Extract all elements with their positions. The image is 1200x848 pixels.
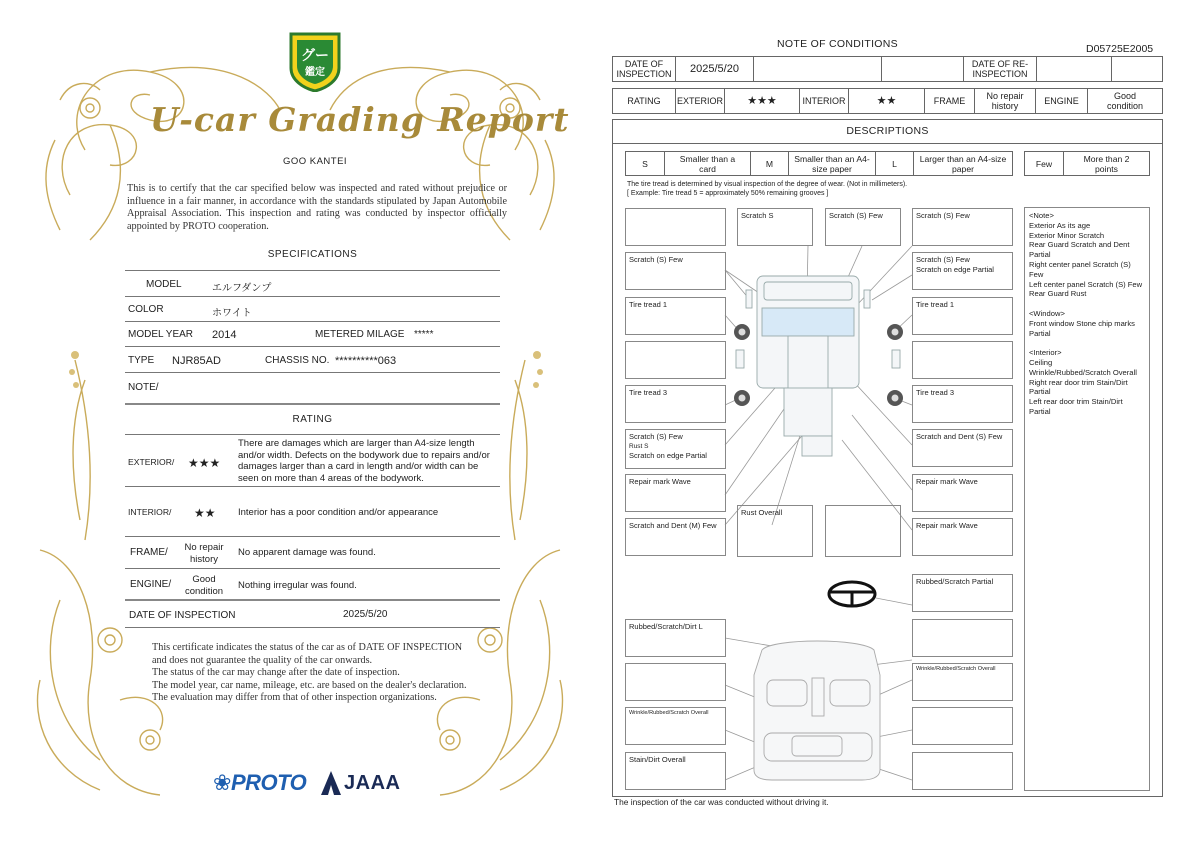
certificate-subtitle: GOO KANTEI: [282, 156, 348, 167]
legend-few-text: More than 2 points: [1083, 153, 1130, 174]
damage-box: [625, 297, 726, 335]
box-text: Tire tread 3: [629, 388, 668, 397]
legend-l-text: Larger than an A4-size paper: [919, 153, 1007, 174]
size-legend: [625, 151, 1013, 176]
note-line: Wrinkle/Rubbed/Scratch Overall: [1029, 367, 1137, 377]
note-line: Ceiling: [1029, 357, 1053, 367]
damage-box: [625, 341, 726, 379]
empty-cell: [1112, 57, 1162, 81]
damage-box: [912, 518, 1013, 556]
damage-box: [825, 208, 901, 246]
damage-box: [737, 505, 813, 557]
chassis-label: CHASSIS NO.: [265, 355, 330, 366]
interior-stars: ★★: [194, 506, 216, 520]
damage-box: [912, 429, 1013, 467]
damage-box: [912, 208, 1013, 246]
disclaimer-line: The status of the car may change after the date of inspection.: [152, 667, 400, 678]
box-text: Stain/Dirt Overall: [629, 755, 686, 764]
model-label: MODEL: [146, 279, 182, 290]
divider: [125, 270, 500, 271]
note-line: [1029, 299, 1145, 309]
box-text: Rust Overall: [741, 508, 783, 517]
note-line: Front window Stone chip marks Partial: [1029, 318, 1135, 338]
frame-value: No repair history: [975, 89, 1036, 113]
damage-box: [912, 474, 1013, 512]
date-of-inspection-label: DATE OF INSPECTION: [129, 610, 236, 621]
box-text: Scratch (S) Few: [829, 211, 883, 220]
damage-box: [625, 707, 726, 745]
metered-mileage-label: METERED MILAGE: [315, 329, 405, 340]
divider: [125, 434, 500, 435]
damage-box: [625, 752, 726, 790]
empty-cell: [1037, 57, 1112, 81]
box-text: Repair mark Wave: [629, 477, 691, 486]
rating-heading: RATING: [292, 414, 333, 425]
empty-cell: [882, 57, 964, 81]
few-legend: [1024, 151, 1150, 176]
interior-stars: ★★: [849, 89, 925, 113]
box-text: Scratch on edge Partial: [629, 451, 707, 460]
box-text: Wrinkle/Rubbed/Scratch Overall: [916, 666, 996, 672]
model-year-label: MODEL YEAR: [128, 329, 194, 340]
proto-logo-text: PROTO: [230, 770, 307, 795]
box-text: Rubbed/Scratch/Dirt L: [629, 622, 703, 631]
damage-box: [737, 208, 813, 246]
interior-description: Interior has a poor condition and/or appearance: [238, 507, 439, 518]
frame-value: No repair history: [184, 542, 224, 565]
divider: [125, 296, 500, 297]
notes-panel: [1024, 207, 1150, 791]
box-text: Scratch and Dent (S) Few: [916, 432, 1003, 441]
goo-kantei-logo-icon: [287, 30, 343, 92]
damage-box: [625, 429, 726, 469]
tire-note: The tire tread is determined by visual inspection of the degree of wear. (Not in millimeters).: [627, 181, 908, 188]
box-text: Tire tread 3: [916, 388, 955, 397]
conditions-title: NOTE OF CONDITIONS: [777, 38, 898, 50]
divider: [125, 403, 500, 405]
certificate-title: U-car Grading Report: [150, 100, 570, 139]
engine-label: ENGINE/: [130, 579, 172, 590]
exterior-stars: ★★★: [188, 456, 221, 470]
rating-label: RATING: [613, 89, 676, 113]
jaaa-mark-icon: [320, 770, 342, 796]
damage-box: [625, 663, 726, 701]
note-label: NOTE/: [128, 382, 159, 393]
divider: [125, 568, 500, 569]
divider: [125, 627, 500, 628]
damage-box: [912, 574, 1013, 612]
exterior-label: EXTERIOR: [676, 89, 725, 113]
box-text: Repair mark Wave: [916, 521, 978, 530]
engine-value: Good condition: [1106, 91, 1144, 111]
exterior-description: There are damages which are larger than A4-size length and/or width. Defects on the bodywork due to repairs and/or damages larger than a card in length and/or width can be seen on more than 4 areas of the bodywork.: [238, 438, 490, 484]
note-line: Right rear door trim Stain/Dirt Partial: [1029, 377, 1128, 397]
disclaimer: [152, 642, 472, 705]
divider: [125, 536, 500, 537]
note-line: Exterior Minor Scratch: [1029, 230, 1105, 240]
box-text: Scratch (S) Few: [629, 255, 683, 264]
divider: [125, 486, 500, 487]
damage-box: [912, 252, 1013, 290]
exterior-label: EXTERIOR/: [128, 457, 175, 467]
damage-box: [912, 752, 1013, 790]
divider: [125, 321, 500, 322]
ratings-row: [612, 88, 1163, 114]
date-of-inspection-value: 2025/5/20: [343, 609, 388, 620]
type-value: NJR85AD: [172, 355, 221, 367]
note-line: Right center panel Scratch (S) Few: [1029, 259, 1131, 279]
legend-s-key: S: [626, 152, 665, 175]
box-text: Scratch S: [741, 211, 774, 220]
damage-box: [625, 252, 726, 290]
box-text: Rust S: [629, 442, 649, 450]
model-value: エルフダンプ: [212, 283, 272, 294]
legend-m-text: Smaller than an A4-size paper: [789, 152, 876, 175]
date-inspection-label: DATE OF INSPECTION: [613, 57, 676, 81]
damage-box: [625, 208, 726, 246]
note-line: <Window>: [1029, 308, 1065, 318]
note-line: Left rear door trim Stain/Dirt Partial: [1029, 397, 1123, 416]
box-text: Scratch (S) Few: [916, 255, 970, 264]
note-line: Left center panel Scratch (S) Few: [1029, 279, 1143, 289]
interior-label: INTERIOR: [800, 89, 849, 113]
damage-box: [625, 518, 726, 556]
certificate-intro: This is to certify that the car specified below was inspected and rated without prejudice or influence in a fair manner, in accordance with the standards stipulated by Japan Automobile Appraisal Association. This inspection and rating was conducted by inspector officially appointed by PROTO cooperation.: [127, 183, 507, 232]
box-text: Wrinkle/Rubbed/Scratch Overall: [629, 710, 709, 716]
damage-box: [625, 385, 726, 423]
frame-label: FRAME: [925, 89, 975, 113]
color-label: COLOR: [128, 304, 164, 315]
type-label: TYPE: [128, 355, 155, 366]
note-line: <Note>: [1029, 211, 1054, 220]
box-text: Tire tread 1: [629, 300, 668, 309]
note-line: [1029, 338, 1145, 348]
damage-box: [912, 619, 1013, 657]
frame-label: FRAME/: [130, 547, 168, 558]
legend-m-key: M: [751, 152, 789, 175]
interior-label: INTERIOR/: [128, 507, 172, 517]
metered-mileage-value: *****: [414, 329, 434, 340]
dates-row: [612, 56, 1163, 82]
damage-box: [825, 505, 901, 557]
box-text: Scratch (S) Few: [629, 432, 683, 441]
empty-cell: [754, 57, 882, 81]
disclaimer-line: This certificate indicates the status of the car as of DATE OF INSPECTION and does not guarantee the quality of the car onwards.: [152, 642, 463, 666]
color-value: ホワイト: [212, 308, 252, 319]
disclaimer-line: The model year, car name, mileage, etc. are based on the dealer's declaration.: [152, 679, 467, 691]
chassis-value: **********063: [335, 355, 397, 367]
proto-logo: ❀PROTO: [213, 770, 307, 795]
damage-box: [912, 297, 1013, 335]
legend-l-key: L: [876, 152, 914, 175]
box-text: Scratch (S) Few: [916, 211, 970, 220]
divider: [125, 346, 500, 347]
engine-value: Good condition: [184, 574, 224, 597]
damage-box: [912, 663, 1013, 701]
damage-box: [625, 619, 726, 657]
box-text: Tire tread 1: [916, 300, 955, 309]
note-line: Exterior As its age: [1029, 220, 1091, 230]
jaaa-logo-text: JAAA: [344, 772, 401, 794]
note-line: Rear Guard Scratch and Dent Partial: [1029, 240, 1130, 260]
note-line: Rear Guard Rust: [1029, 289, 1087, 299]
exterior-stars: ★★★: [725, 89, 800, 113]
divider: [125, 372, 500, 373]
document-code: D05725E2005: [1086, 43, 1154, 55]
date-inspection-value: 2025/5/20: [676, 57, 754, 81]
model-year-value: 2014: [212, 329, 237, 341]
box-text: Repair mark Wave: [916, 477, 978, 486]
date-reinspection-label: DATE OF RE-INSPECTION: [964, 57, 1037, 81]
svg-text:鑑定: 鑑定: [305, 67, 325, 78]
frame-description: No apparent damage was found.: [238, 547, 376, 558]
disclaimer-line: The evaluation may differ from that of other inspection organizations.: [152, 692, 437, 703]
tire-example: [ Example: Tire tread 5 = approximately 50% remaining grooves ]: [627, 190, 829, 197]
svg-text:グー: グー: [301, 48, 329, 64]
note-line: <Interior>: [1029, 348, 1062, 358]
box-text: Scratch and Dent (M) Few: [629, 521, 717, 530]
damage-box: [912, 707, 1013, 745]
descriptions-heading: DESCRIPTIONS: [612, 119, 1163, 144]
divider: [125, 599, 500, 601]
engine-label: ENGINE: [1036, 89, 1088, 113]
legend-few-key: Few: [1025, 152, 1064, 175]
box-text: Scratch on edge Partial: [916, 264, 994, 274]
specifications-heading: SPECIFICATIONS: [267, 249, 358, 260]
damage-box: [912, 341, 1013, 379]
engine-description: Nothing irregular was found.: [238, 580, 357, 591]
box-text: Rubbed/Scratch Partial: [916, 577, 994, 586]
footer-note: The inspection of the car was conducted without driving it.: [614, 797, 829, 807]
damage-box: [912, 385, 1013, 423]
legend-s-text: Smaller than a card: [665, 152, 751, 175]
damage-box: [625, 474, 726, 512]
